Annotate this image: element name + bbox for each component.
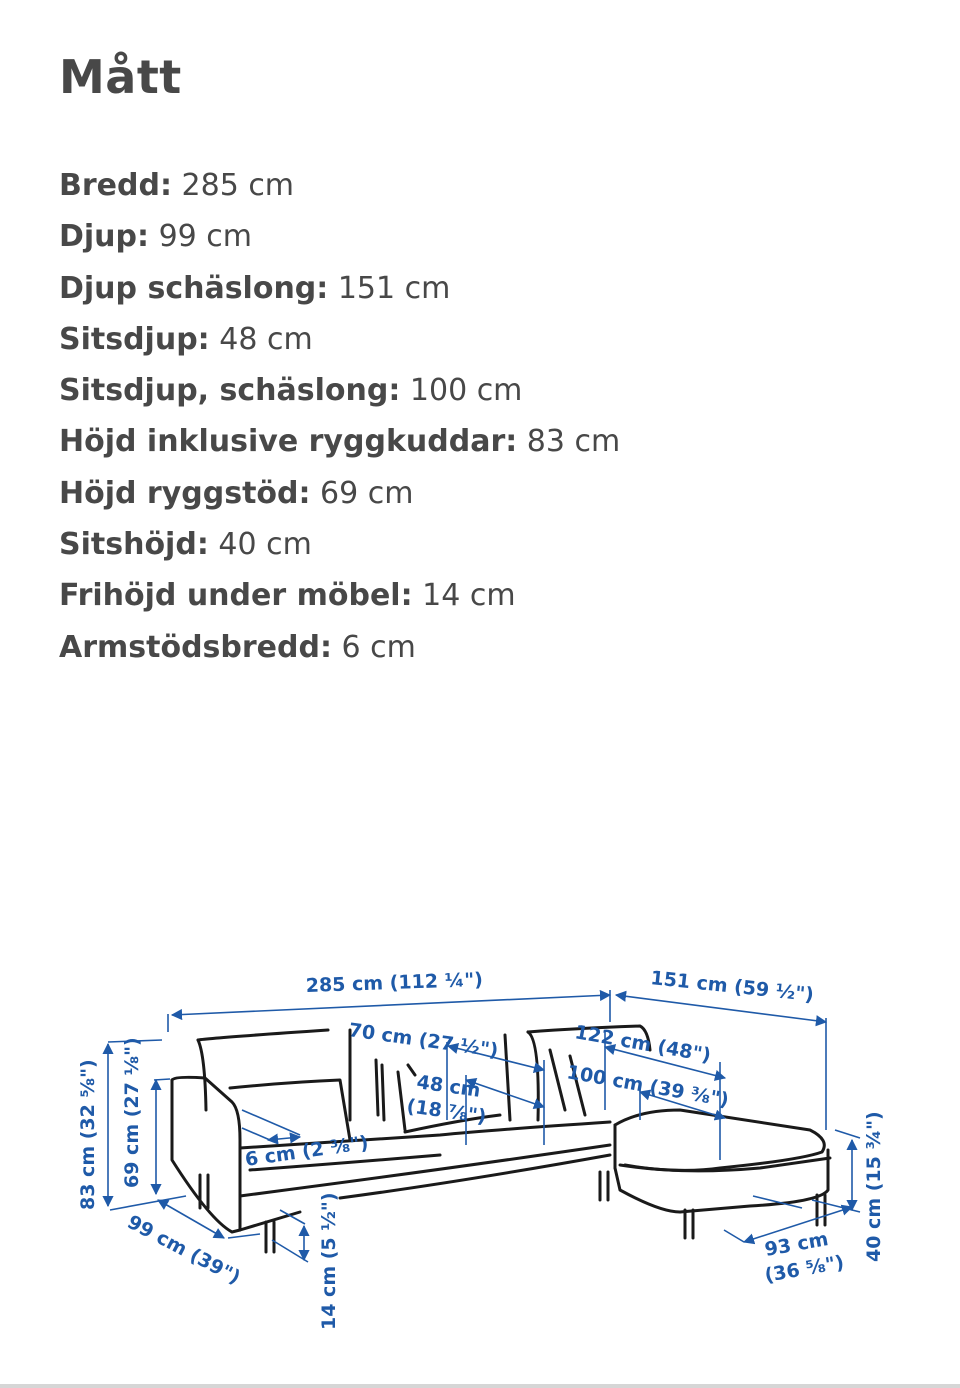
spec-label: Bredd: [59,168,172,203]
spec-label: Sitsdjup, schäslong: [59,373,401,409]
label-back-cushion: 70 cm (27 ½") [347,1019,500,1062]
spec-row-width [59,160,620,211]
label-clearance: 14 cm (5 ½") [318,1192,340,1330]
label-seat-depth-inch: (18 ⅞") [405,1095,488,1129]
label-width: 285 cm (112 ¼") [305,968,484,997]
spec-label: Armstödsbredd: [59,629,332,665]
label-depth: 99 cm (39") [123,1210,244,1289]
spec-label: Frihöjd under möbel: [59,578,413,614]
spec-row-seat-height [59,519,620,570]
spec-value: 69 cm [320,475,414,511]
spec-label: Djup schäslong: [59,270,329,306]
spec-label: Djup: [59,219,150,255]
spec-value: 40 cm [218,527,312,563]
spec-label: Höjd inklusive ryggkuddar: [59,424,518,460]
label-chaise-width: 93 cm [763,1228,831,1261]
spec-row-clearance [59,570,620,621]
dimension-labels [77,967,885,1330]
label-chaise-width-inch: (36 ⅝") [763,1251,846,1287]
spec-row-height-incl-cushions [59,416,620,467]
bottom-divider [0,1384,960,1388]
label-chaise-seat-depth: 100 cm (39 ⅜") [565,1061,731,1112]
label-seat-depth: 48 cm [415,1071,482,1102]
label-chaise-length: 122 cm (48") [573,1021,713,1067]
spec-row-seat-depth [59,314,620,365]
label-seat-height: 40 cm (15 ¾") [863,1111,885,1262]
sofa-dimension-diagram [60,960,900,1340]
label-height-total: 83 cm (32 ⅝") [77,1059,99,1210]
dimension-list [59,160,620,673]
spec-row-backrest-height [59,468,620,519]
sofa-line-drawing [60,960,900,1340]
spec-value: 285 cm [181,168,295,203]
label-chaise-depth: 151 cm (59 ½") [649,967,815,1007]
label-armrest-width: 6 cm (2 ⅜") [243,1131,370,1171]
spec-value: 83 cm [526,424,621,460]
spec-label: Höjd ryggstöd: [59,475,311,511]
label-height-back: 69 cm (27 ⅛") [121,1037,143,1188]
spec-value: 99 cm [158,219,252,255]
spec-row-depth [59,211,620,262]
spec-label: Sitsdjup: [59,321,210,357]
spec-value: 100 cm [409,373,523,409]
spec-label: Sitshöjd: [59,527,209,563]
spec-row-armrest-width [59,622,620,673]
spec-row-chaise-depth [59,263,620,314]
spec-value: 48 cm [219,321,313,357]
spec-value: 6 cm [341,629,416,665]
spec-row-chaise-seat-depth [59,365,620,416]
section-title: Mått [59,50,182,104]
spec-value: 151 cm [337,270,451,306]
spec-value: 14 cm [422,578,516,614]
